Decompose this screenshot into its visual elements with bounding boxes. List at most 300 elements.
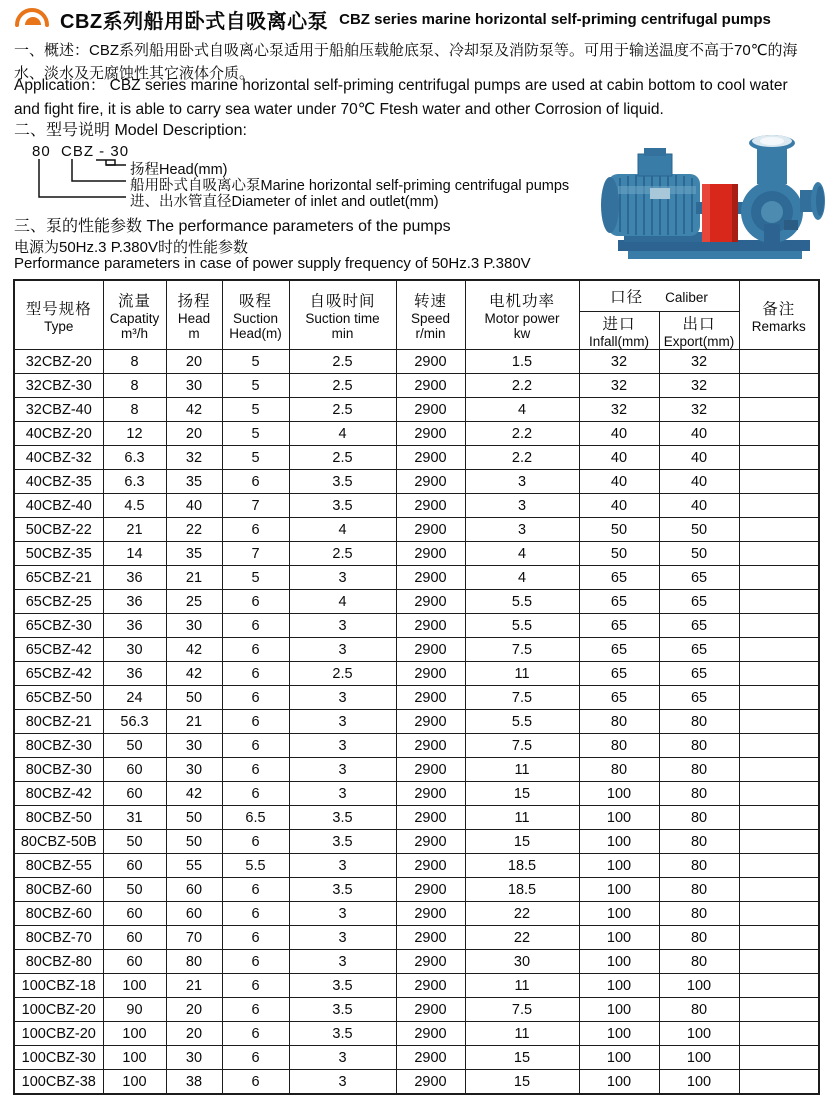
table-cell: 80: [579, 734, 659, 758]
table-cell: 21: [103, 518, 166, 542]
table-cell: 80CBZ-30: [14, 734, 103, 758]
spec-table: [13, 279, 820, 1095]
table-cell: 2900: [396, 350, 465, 374]
table-cell: 3: [465, 518, 579, 542]
table-cell: 100: [659, 1046, 739, 1070]
table-cell: 42: [166, 398, 222, 422]
sunrise-logo-icon: [13, 5, 53, 34]
table-cell: 80CBZ-60: [14, 902, 103, 926]
table-cell: 80CBZ-80: [14, 950, 103, 974]
table-cell: 100CBZ-38: [14, 1070, 103, 1095]
table-cell: 32: [659, 398, 739, 422]
table-cell: 5.5: [465, 614, 579, 638]
table-cell: 6: [222, 830, 289, 854]
table-cell: 2.2: [465, 422, 579, 446]
table-row: [14, 830, 819, 854]
table-cell: 50: [103, 734, 166, 758]
table-row: [14, 734, 819, 758]
table-cell: 35: [166, 542, 222, 566]
table-cell: 100: [579, 1046, 659, 1070]
table-cell: 2900: [396, 902, 465, 926]
table-cell: 12: [103, 422, 166, 446]
model-label-head: 扬程Head(mm): [130, 162, 228, 178]
table-cell: 31: [103, 806, 166, 830]
table-cell: 6: [222, 1022, 289, 1046]
table-cell: [739, 686, 819, 710]
table-cell: 6: [222, 710, 289, 734]
table-cell: 65CBZ-50: [14, 686, 103, 710]
col-header-export: 出口 Export(mm): [659, 312, 739, 350]
table-cell: 80CBZ-30: [14, 758, 103, 782]
table-cell: 38: [166, 1070, 222, 1095]
table-cell: 56.3: [103, 710, 166, 734]
table-cell: 100: [579, 1022, 659, 1046]
col-header-motor-power: 电机功率 Motor power kw: [465, 280, 579, 350]
table-cell: 3: [289, 566, 396, 590]
table-cell: 4.5: [103, 494, 166, 518]
col-header-type: 型号规格 Type: [14, 280, 103, 350]
table-cell: [739, 638, 819, 662]
table-cell: 100: [103, 1046, 166, 1070]
table-cell: 3: [289, 614, 396, 638]
table-cell: 50CBZ-22: [14, 518, 103, 542]
table-row: [14, 974, 819, 998]
table-cell: 100CBZ-18: [14, 974, 103, 998]
table-cell: 65: [579, 638, 659, 662]
table-cell: [739, 566, 819, 590]
table-cell: 2900: [396, 878, 465, 902]
table-cell: 2900: [396, 542, 465, 566]
table-cell: 60: [166, 878, 222, 902]
table-cell: 50: [103, 878, 166, 902]
table-cell: 7: [222, 494, 289, 518]
table-cell: 2900: [396, 854, 465, 878]
table-cell: [739, 902, 819, 926]
table-cell: 2900: [396, 758, 465, 782]
table-row: [14, 782, 819, 806]
table-cell: 20: [166, 998, 222, 1022]
table-row: [14, 902, 819, 926]
table-cell: 5: [222, 566, 289, 590]
table-cell: [739, 830, 819, 854]
col-header-speed: 转速 Speed r/min: [396, 280, 465, 350]
table-cell: 1.5: [465, 350, 579, 374]
table-row: [14, 518, 819, 542]
table-row: [14, 566, 819, 590]
table-cell: [739, 782, 819, 806]
table-cell: 2900: [396, 734, 465, 758]
table-cell: 80: [659, 998, 739, 1022]
table-cell: 2900: [396, 1070, 465, 1095]
table-row: [14, 710, 819, 734]
table-row: [14, 758, 819, 782]
table-cell: 18.5: [465, 878, 579, 902]
table-cell: 6.3: [103, 470, 166, 494]
model-label-diameter: 进、出水管直径Diameter of inlet and outlet(mm): [130, 194, 439, 210]
table-cell: 6: [222, 758, 289, 782]
table-cell: [739, 542, 819, 566]
table-cell: 30: [103, 638, 166, 662]
table-cell: 55: [166, 854, 222, 878]
table-cell: 3: [289, 782, 396, 806]
table-cell: 3.5: [289, 1022, 396, 1046]
table-row: [14, 398, 819, 422]
table-cell: 80: [579, 758, 659, 782]
table-cell: 11: [465, 662, 579, 686]
spec-table-wrap: [13, 279, 820, 1095]
table-cell: 32: [659, 374, 739, 398]
table-cell: 3.5: [289, 806, 396, 830]
table-cell: 100: [579, 974, 659, 998]
table-cell: 11: [465, 758, 579, 782]
power-supply-note-en: Performance parameters in case of power supply frequency of 50Hz.3 P.380V: [14, 255, 531, 272]
table-cell: 65CBZ-25: [14, 590, 103, 614]
table-cell: 25: [166, 590, 222, 614]
table-cell: 6: [222, 878, 289, 902]
table-cell: 80: [659, 950, 739, 974]
table-cell: 7.5: [465, 686, 579, 710]
table-cell: 2900: [396, 590, 465, 614]
table-row: [14, 422, 819, 446]
pump-photo: [598, 128, 828, 270]
table-row: [14, 494, 819, 518]
table-cell: [739, 590, 819, 614]
table-cell: 3.5: [289, 878, 396, 902]
table-cell: [739, 734, 819, 758]
table-cell: [739, 374, 819, 398]
table-cell: 3.5: [289, 974, 396, 998]
overview-paragraph-zh: 一、概述：CBZ系列船用卧式自吸离心泵适用于船舶压载舱底泵、冷却泵及消防泵等。可用于输送温度不高于70℃的海水、淡水及无腐蚀性其它液体介质。: [14, 42, 798, 82]
table-cell: 11: [465, 806, 579, 830]
table-cell: 5.5: [222, 854, 289, 878]
table-cell: 4: [289, 590, 396, 614]
table-cell: 2.5: [289, 398, 396, 422]
table-cell: 70: [166, 926, 222, 950]
table-cell: 3: [289, 638, 396, 662]
table-cell: [739, 350, 819, 374]
table-cell: 100: [659, 1070, 739, 1095]
table-cell: 20: [166, 422, 222, 446]
table-cell: 36: [103, 566, 166, 590]
table-cell: 2900: [396, 422, 465, 446]
table-cell: [739, 1070, 819, 1095]
table-cell: 50: [103, 830, 166, 854]
table-cell: 14: [103, 542, 166, 566]
table-cell: 4: [465, 566, 579, 590]
table-cell: 100: [579, 1070, 659, 1095]
table-cell: [739, 854, 819, 878]
table-cell: 5: [222, 350, 289, 374]
table-cell: 100: [579, 926, 659, 950]
table-row: [14, 686, 819, 710]
table-cell: 40CBZ-20: [14, 422, 103, 446]
table-cell: [739, 1046, 819, 1070]
table-cell: 40: [659, 470, 739, 494]
table-cell: 65CBZ-42: [14, 662, 103, 686]
table-cell: 40: [659, 422, 739, 446]
table-cell: 80CBZ-21: [14, 710, 103, 734]
table-cell: 2900: [396, 374, 465, 398]
table-cell: 40: [579, 470, 659, 494]
table-cell: 40CBZ-40: [14, 494, 103, 518]
table-cell: 2.5: [289, 662, 396, 686]
table-cell: 4: [289, 518, 396, 542]
table-cell: 42: [166, 782, 222, 806]
table-cell: 65CBZ-42: [14, 638, 103, 662]
table-cell: [739, 950, 819, 974]
table-cell: 3.5: [289, 470, 396, 494]
table-cell: 100: [659, 1022, 739, 1046]
table-cell: 6: [222, 518, 289, 542]
table-row: [14, 350, 819, 374]
table-cell: [739, 470, 819, 494]
table-cell: 2900: [396, 1022, 465, 1046]
table-cell: 6: [222, 1070, 289, 1095]
table-cell: 60: [103, 758, 166, 782]
table-cell: [739, 878, 819, 902]
table-cell: 2900: [396, 470, 465, 494]
table-cell: 2.5: [289, 542, 396, 566]
table-cell: 3: [465, 494, 579, 518]
table-cell: 3: [289, 1046, 396, 1070]
table-cell: 65CBZ-21: [14, 566, 103, 590]
table-cell: 60: [166, 902, 222, 926]
table-cell: 3: [289, 854, 396, 878]
table-cell: 3.5: [289, 494, 396, 518]
table-cell: 65: [579, 614, 659, 638]
table-cell: 6: [222, 470, 289, 494]
table-cell: 22: [465, 926, 579, 950]
table-cell: 32: [579, 398, 659, 422]
table-cell: 30: [166, 758, 222, 782]
table-cell: 100: [103, 974, 166, 998]
table-row: [14, 1070, 819, 1095]
table-cell: 6: [222, 638, 289, 662]
table-cell: 3: [289, 758, 396, 782]
table-cell: [739, 518, 819, 542]
table-cell: 40CBZ-35: [14, 470, 103, 494]
table-cell: 6: [222, 734, 289, 758]
table-cell: 80: [579, 710, 659, 734]
table-row: [14, 638, 819, 662]
table-cell: 30: [465, 950, 579, 974]
table-row: [14, 542, 819, 566]
table-cell: 2.2: [465, 446, 579, 470]
table-cell: [739, 614, 819, 638]
table-cell: 36: [103, 662, 166, 686]
spec-table-body: [14, 350, 819, 1095]
model-code-diagram: [14, 143, 594, 213]
table-cell: 5: [222, 374, 289, 398]
table-cell: 6: [222, 782, 289, 806]
table-cell: 8: [103, 374, 166, 398]
table-cell: 5.5: [465, 710, 579, 734]
table-cell: 80CBZ-55: [14, 854, 103, 878]
table-cell: 32CBZ-30: [14, 374, 103, 398]
table-cell: [739, 710, 819, 734]
table-cell: 80: [659, 902, 739, 926]
table-cell: 18.5: [465, 854, 579, 878]
table-cell: 80: [659, 926, 739, 950]
table-row: [14, 470, 819, 494]
table-cell: 20: [166, 350, 222, 374]
table-cell: 2.5: [289, 350, 396, 374]
table-cell: 4: [289, 422, 396, 446]
table-cell: 5: [222, 446, 289, 470]
table-cell: 30: [166, 1046, 222, 1070]
table-cell: 6: [222, 686, 289, 710]
table-cell: 2900: [396, 974, 465, 998]
col-header-capacity: 流量 Capatity m³/h: [103, 280, 166, 350]
table-cell: 30: [166, 374, 222, 398]
table-cell: 42: [166, 662, 222, 686]
table-cell: 2900: [396, 662, 465, 686]
table-cell: 2900: [396, 638, 465, 662]
table-cell: 65: [659, 614, 739, 638]
model-description-heading: 二、型号说明 Model Description:: [14, 122, 247, 139]
table-cell: 8: [103, 398, 166, 422]
table-cell: [739, 446, 819, 470]
table-cell: 80CBZ-50B: [14, 830, 103, 854]
overview-paragraph-en: Application： CBZ series marine horizontal self-priming centrifugal pumps are used at cabin bottom to cool water and fight fire, it is able to carry sea water under 70℃ Ftesh water and other Corrosion of liquid.: [14, 77, 788, 118]
performance-heading: 三、泵的性能参数 The performance parameters of the pumps: [14, 218, 451, 235]
table-cell: 30: [166, 734, 222, 758]
table-cell: 50: [659, 542, 739, 566]
table-cell: 3: [465, 470, 579, 494]
table-cell: 15: [465, 1046, 579, 1070]
table-cell: 65: [579, 566, 659, 590]
table-cell: 21: [166, 710, 222, 734]
col-header-remarks: 备注 Remarks: [739, 280, 819, 350]
table-cell: 20: [166, 1022, 222, 1046]
table-cell: 100: [103, 1022, 166, 1046]
table-cell: 3: [289, 734, 396, 758]
table-cell: 6: [222, 614, 289, 638]
table-cell: 3: [289, 926, 396, 950]
table-cell: 15: [465, 1070, 579, 1095]
table-cell: 22: [465, 902, 579, 926]
table-cell: 2900: [396, 566, 465, 590]
table-cell: 32CBZ-20: [14, 350, 103, 374]
table-cell: 2900: [396, 518, 465, 542]
table-cell: 60: [103, 782, 166, 806]
table-cell: 5: [222, 422, 289, 446]
table-cell: 6: [222, 662, 289, 686]
table-cell: 15: [465, 782, 579, 806]
table-cell: 65: [659, 590, 739, 614]
table-cell: 80: [166, 950, 222, 974]
table-cell: 100CBZ-20: [14, 998, 103, 1022]
table-cell: 6: [222, 950, 289, 974]
table-cell: [739, 662, 819, 686]
table-cell: 3: [289, 950, 396, 974]
table-cell: 36: [103, 614, 166, 638]
table-row: [14, 590, 819, 614]
table-cell: 6: [222, 926, 289, 950]
col-header-infall: 进口 Infall(mm): [579, 312, 659, 350]
table-cell: 32: [579, 350, 659, 374]
table-cell: 40: [659, 494, 739, 518]
table-cell: 15: [465, 830, 579, 854]
table-cell: 2900: [396, 446, 465, 470]
page-title-en: CBZ series marine horizontal self-priming centrifugal pumps: [339, 11, 771, 28]
table-cell: [739, 494, 819, 518]
table-cell: 40: [579, 446, 659, 470]
table-cell: 40: [659, 446, 739, 470]
table-cell: 80: [659, 710, 739, 734]
table-cell: [739, 926, 819, 950]
table-cell: 2900: [396, 806, 465, 830]
table-cell: 2900: [396, 398, 465, 422]
table-cell: 80: [659, 782, 739, 806]
page-title-zh: CBZ系列船用卧式自吸离心泵: [60, 11, 329, 33]
table-cell: 2900: [396, 926, 465, 950]
table-cell: 50: [166, 830, 222, 854]
table-cell: 60: [103, 950, 166, 974]
table-cell: 21: [166, 974, 222, 998]
table-row: [14, 926, 819, 950]
table-cell: 50: [166, 686, 222, 710]
table-cell: 40CBZ-32: [14, 446, 103, 470]
table-cell: 5: [222, 398, 289, 422]
table-cell: 6: [222, 998, 289, 1022]
col-header-suction: 吸程 Suction Head(m): [222, 280, 289, 350]
table-row: [14, 854, 819, 878]
table-cell: 2900: [396, 1046, 465, 1070]
table-cell: [739, 806, 819, 830]
table-cell: 65: [579, 686, 659, 710]
table-cell: 3: [289, 1070, 396, 1095]
table-cell: 6: [222, 902, 289, 926]
table-cell: 100CBZ-20: [14, 1022, 103, 1046]
table-cell: 2900: [396, 494, 465, 518]
table-row: [14, 806, 819, 830]
table-cell: 80: [659, 830, 739, 854]
table-cell: 2900: [396, 950, 465, 974]
table-cell: 40: [579, 422, 659, 446]
table-row: [14, 1022, 819, 1046]
table-cell: 80CBZ-50: [14, 806, 103, 830]
table-row: [14, 662, 819, 686]
table-cell: 3: [289, 710, 396, 734]
table-cell: 60: [103, 854, 166, 878]
table-cell: 4: [465, 398, 579, 422]
col-header-caliber: 口径 Caliber: [579, 280, 739, 312]
table-cell: 50: [166, 806, 222, 830]
col-header-head: 扬程 Head m: [166, 280, 222, 350]
table-cell: 40: [166, 494, 222, 518]
table-cell: 7.5: [465, 734, 579, 758]
table-cell: [739, 1022, 819, 1046]
table-cell: 8: [103, 350, 166, 374]
table-cell: 80: [659, 854, 739, 878]
table-cell: 100: [103, 1070, 166, 1095]
table-row: [14, 878, 819, 902]
table-cell: 100CBZ-30: [14, 1046, 103, 1070]
table-cell: 6.5: [222, 806, 289, 830]
table-cell: 11: [465, 974, 579, 998]
table-cell: 3: [289, 686, 396, 710]
table-cell: 100: [579, 998, 659, 1022]
table-row: [14, 446, 819, 470]
table-cell: 32: [579, 374, 659, 398]
table-cell: [739, 422, 819, 446]
table-row: [14, 614, 819, 638]
table-cell: 50: [659, 518, 739, 542]
table-cell: 2900: [396, 830, 465, 854]
table-cell: [739, 398, 819, 422]
table-cell: 100: [579, 830, 659, 854]
